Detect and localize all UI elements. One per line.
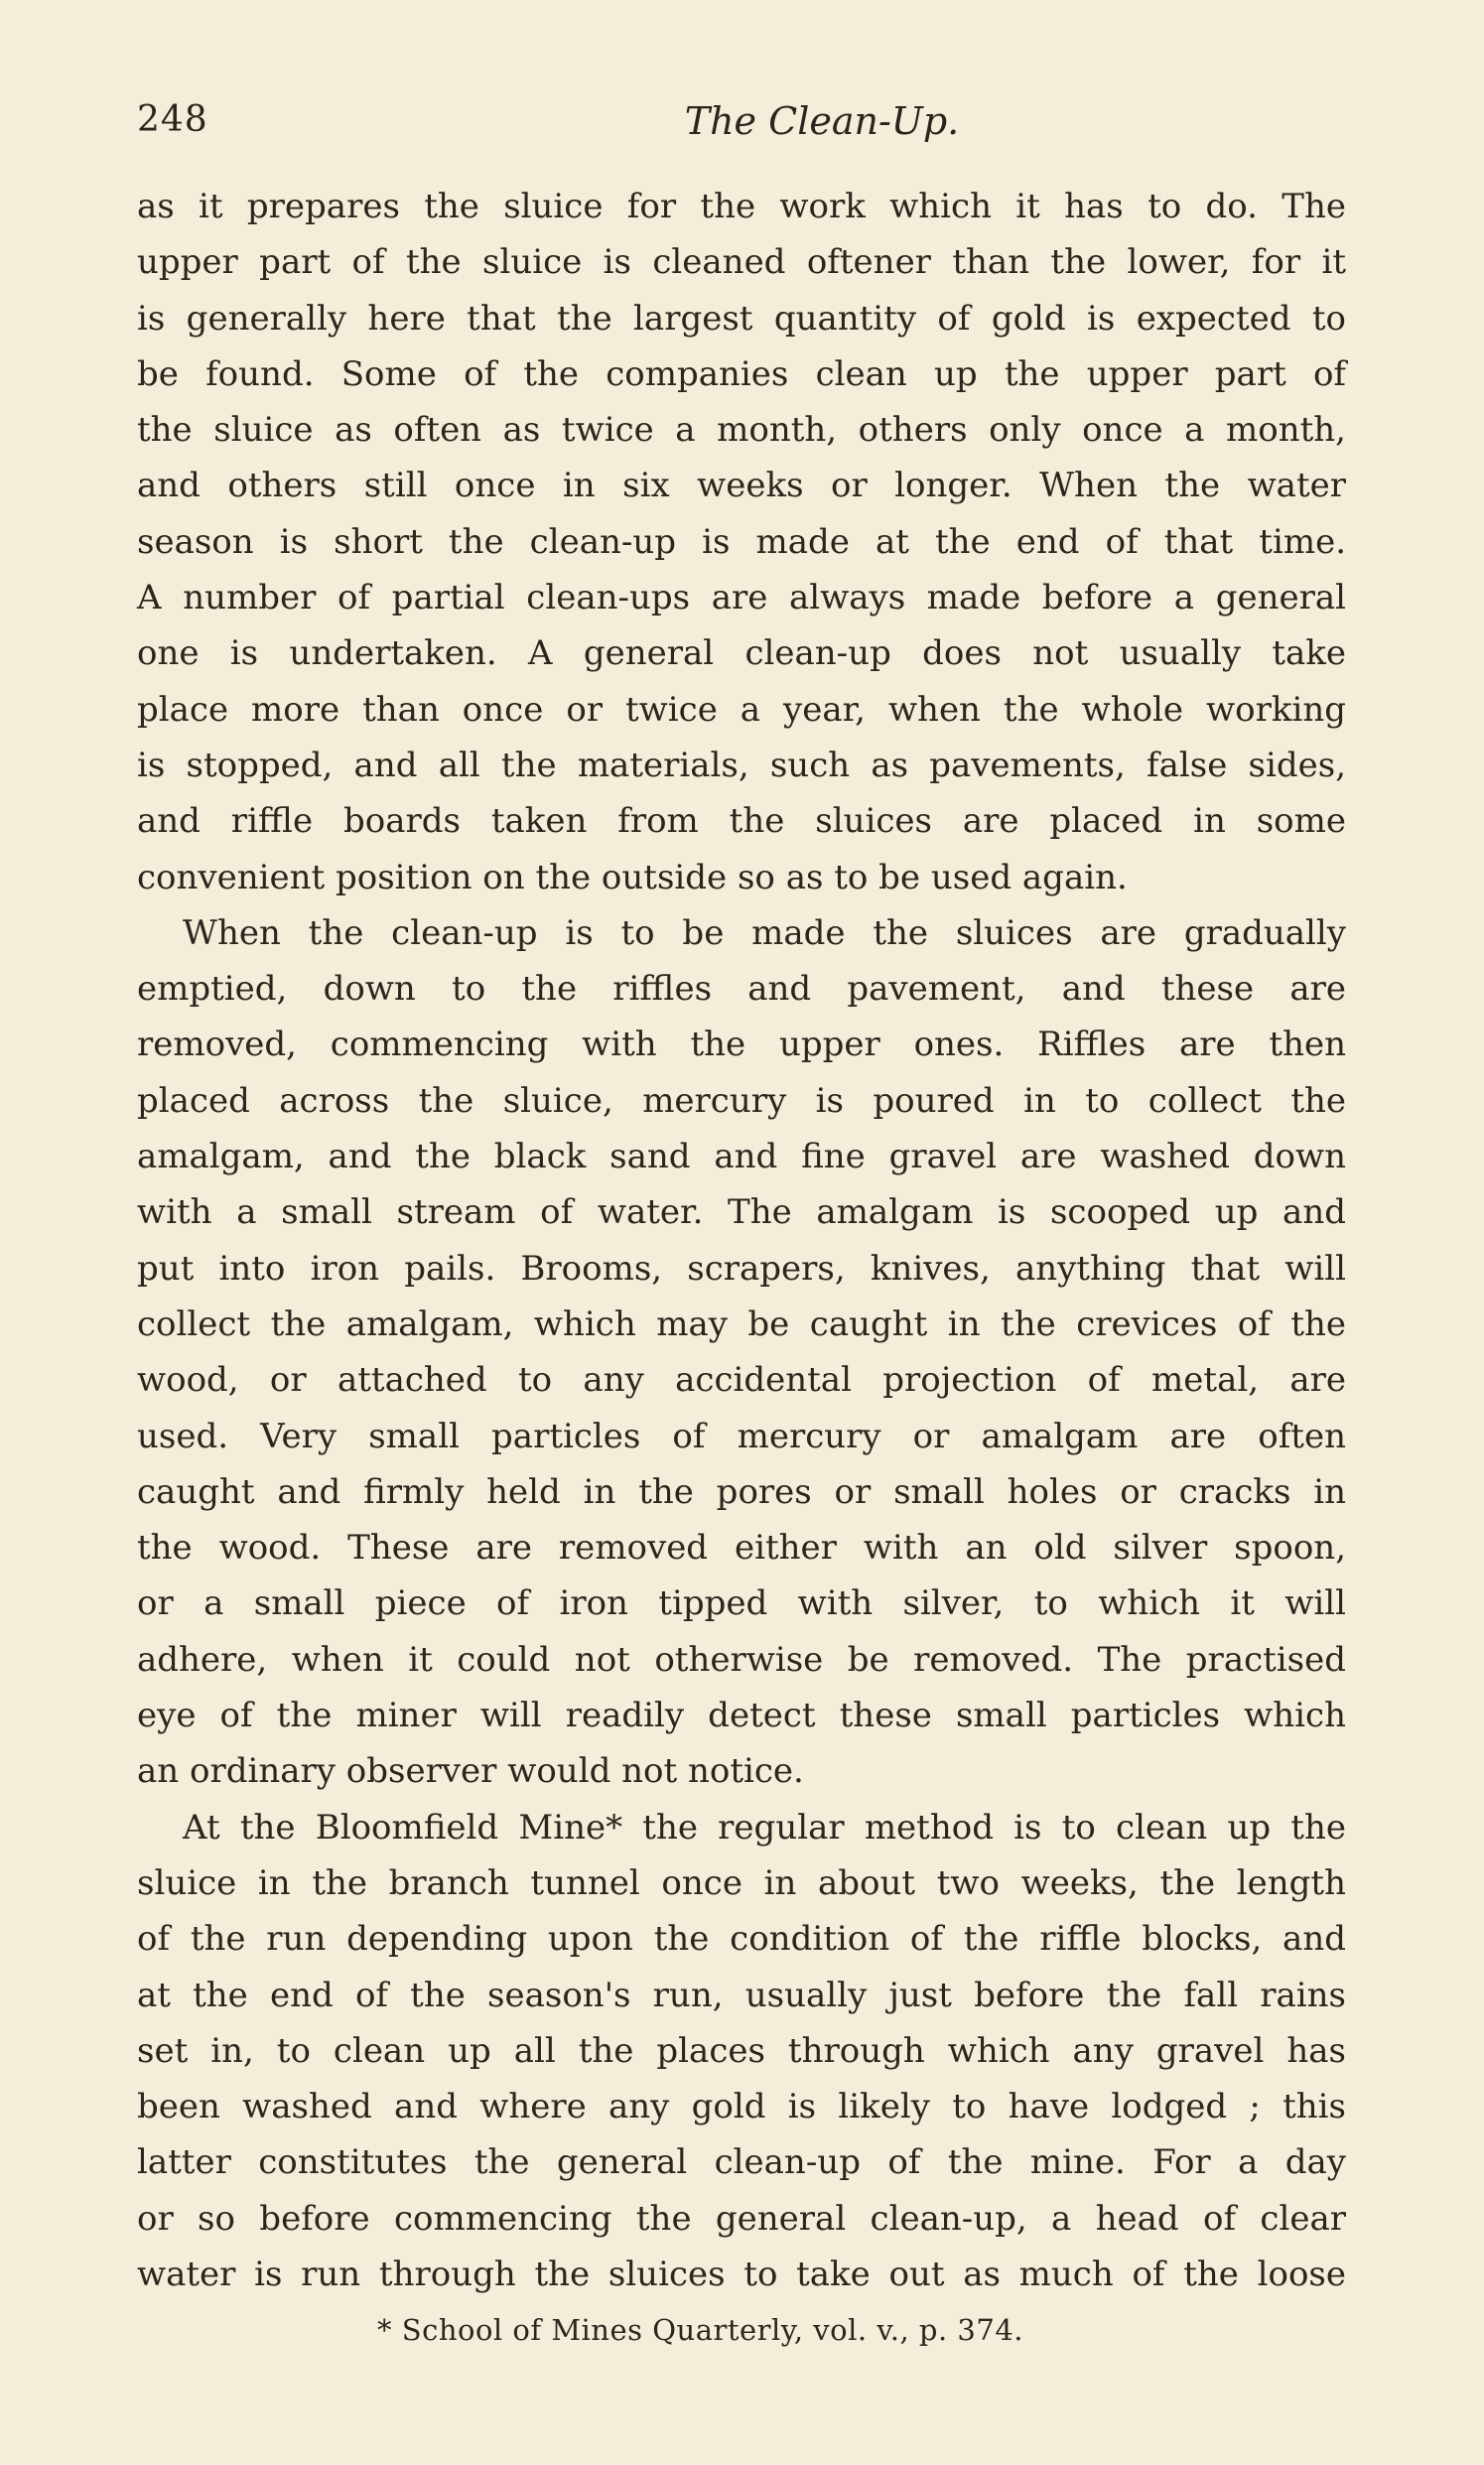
text-line: of the run depending upon the condition of the riffle blocks, and: [137, 1919, 1346, 1960]
text-line: At the Bloomfield Mine* the regular method is to clean up the: [183, 1807, 1346, 1848]
text-line: water is run through the sluices to take out as much of the loose: [137, 2254, 1346, 2294]
text-line: upper part of the sluice is cleaned oftener than the lower, for it: [137, 242, 1346, 283]
text-line: at the end of the season's run, usually just before the fall rains: [137, 1975, 1346, 2015]
text-line: one is undertaken. A general clean-up does not usually take: [137, 633, 1346, 674]
text-line: convenient position on the outside so as to be used again.: [137, 857, 1128, 897]
footnote: * School of Mines Quarterly, vol. v., p. 374.: [377, 2313, 1023, 2347]
text-line: amalgam, and the black sand and fine gravel are washed down: [137, 1137, 1346, 1177]
text-line: adhere, when it could not otherwise be removed. The practised: [137, 1639, 1346, 1680]
text-line: season is short the clean-up is made at the end of that time.: [137, 521, 1346, 562]
text-line: A number of partial clean-ups are always made before a general: [137, 578, 1346, 618]
text-line: the wood. These are removed either with an old silver spoon,: [137, 1528, 1346, 1569]
text-line: or so before commencing the general clean-up, a head of clear: [137, 2198, 1346, 2239]
text-line: place more than once or twice a year, when the whole working: [137, 689, 1346, 730]
text-line: wood, or attached to any accidental projection of metal, are: [137, 1360, 1346, 1401]
text-line: emptied, down to the riffles and pavement, and these are: [137, 969, 1346, 1010]
text-line: and riffle boards taken from the sluices are placed in some: [137, 801, 1346, 842]
page-header: [137, 99, 1348, 159]
text-line: used. Very small particles of mercury or amalgam are often: [137, 1416, 1346, 1456]
text-line: When the clean-up is to be made the sluices are gradually: [183, 912, 1346, 953]
text-line: an ordinary observer would not notice.: [137, 1751, 804, 1792]
text-line: be found. Some of the companies clean up the upper part of: [137, 353, 1346, 394]
text-line: latter constitutes the general clean-up of the mine. For a day: [137, 2142, 1346, 2183]
text-line: removed, commencing with the upper ones. Riffles are then: [137, 1025, 1346, 1065]
text-line: the sluice as often as twice a month, others only once a month,: [137, 410, 1346, 451]
text-line: put into iron pails. Brooms, scrapers, knives, anything that will: [137, 1248, 1346, 1289]
text-line: caught and firmly held in the pores or small holes or cracks in: [137, 1471, 1346, 1512]
paragraph-1: [137, 179, 1346, 905]
paragraph-3: [137, 1800, 1346, 2303]
running-title: The Clean-Up.: [684, 99, 960, 143]
body-text: [137, 179, 1346, 2302]
text-line: sluice in the branch tunnel once in about two weeks, the length: [137, 1862, 1346, 1903]
text-line: or a small piece of iron tipped with silver, to which it will: [137, 1583, 1346, 1624]
text-line: collect the amalgam, which may be caught in the crevices of the: [137, 1303, 1346, 1344]
text-line: with a small stream of water. The amalgam is scooped up and: [137, 1192, 1346, 1233]
text-line: and others still once in six weeks or longer. When the water: [137, 466, 1346, 506]
text-line: as it prepares the sluice for the work which it has to do. The: [137, 187, 1346, 226]
page-number: 248: [137, 99, 208, 140]
text-line: is generally here that the largest quantity of gold is expected to: [137, 298, 1346, 339]
text-line: is stopped, and all the materials, such as pavements, false sides,: [137, 745, 1346, 785]
text-line: been washed and where any gold is likely to have lodged ; this: [137, 2087, 1346, 2127]
text-line: eye of the miner will readily detect these small particles which: [137, 1696, 1346, 1736]
paragraph-2: [137, 905, 1346, 1800]
text-line: set in, to clean up all the places through which any gravel has: [137, 2030, 1346, 2071]
text-line: placed across the sluice, mercury is poured in to collect the: [137, 1080, 1346, 1121]
